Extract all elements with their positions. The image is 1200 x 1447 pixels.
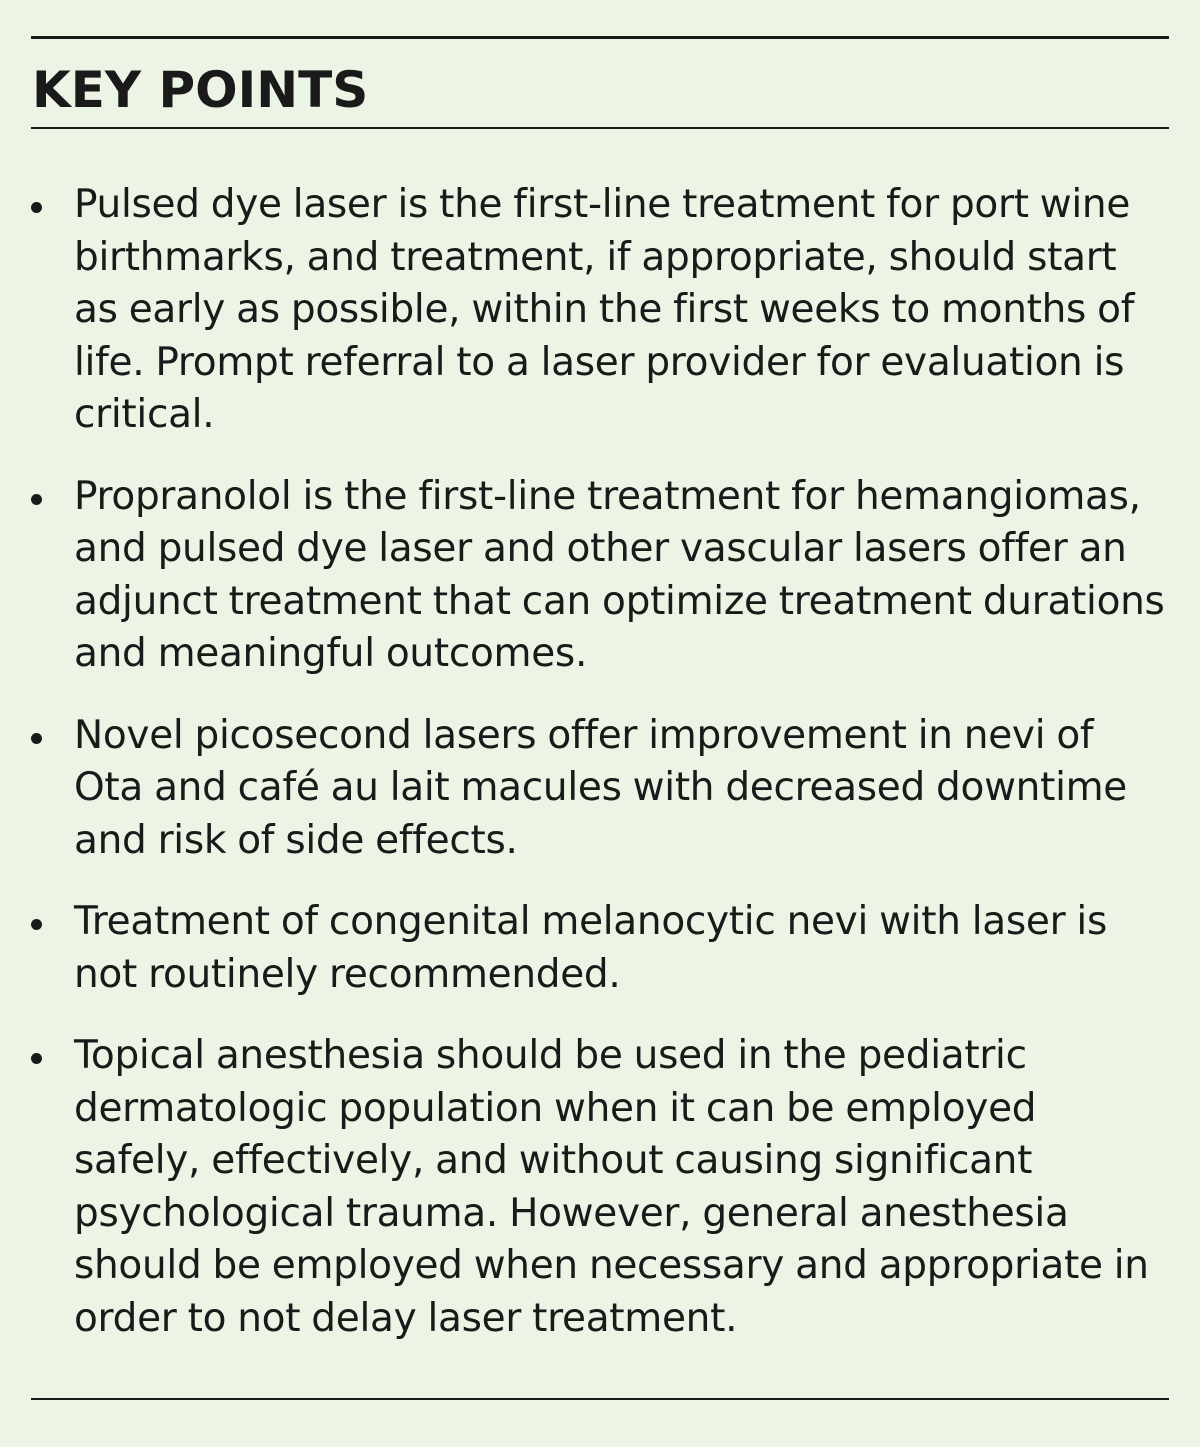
key-points-box	[31, 36, 1169, 1401]
key-point-text: Treatment of congenital melanocytic nevi with laser is not routinely recommended.	[74, 899, 1107, 997]
key-point-item	[31, 471, 1169, 681]
title-rule	[31, 127, 1169, 129]
key-point-item	[31, 179, 1169, 442]
bullet-icon	[31, 1053, 42, 1064]
bullet-icon	[31, 202, 42, 213]
key-point-item	[31, 896, 1169, 1001]
bullet-icon	[31, 919, 42, 930]
key-points-list	[31, 179, 1169, 1374]
key-point-text: Propranolol is the first-line treatment for hemangiomas, and pulsed dye laser and other vascular lasers offer an adjunct treatment that can optimize treatment durations and meaningful outcomes.	[74, 473, 1165, 676]
bullet-icon	[31, 494, 42, 505]
bullet-icon	[31, 733, 42, 744]
bottom-rule	[31, 1398, 1169, 1400]
key-point-text: Topical anesthesia should be used in the pediatric dermatologic population when it can be employed safely, effectively, and without causing significant psychological trauma. However, general anesthesia should be employed when necessary and appropriate in order to not delay laser treatment.	[74, 1033, 1149, 1341]
key-point-text: Novel picosecond lasers offer improvement in nevi of Ota and café au lait macules with decreased downtime and risk of side effects.	[74, 712, 1127, 863]
top-rule	[31, 36, 1169, 39]
key-point-item	[31, 1030, 1169, 1345]
key-point-text: Pulsed dye laser is the first-line treatment for port wine birthmarks, and treatment, if appropriate, should start as early as possible, within the first weeks to months of life. Prompt referral to a laser provider for evaluation is critical.	[74, 182, 1135, 437]
box-title: KEY POINTS	[32, 61, 369, 119]
key-point-item	[31, 710, 1169, 868]
